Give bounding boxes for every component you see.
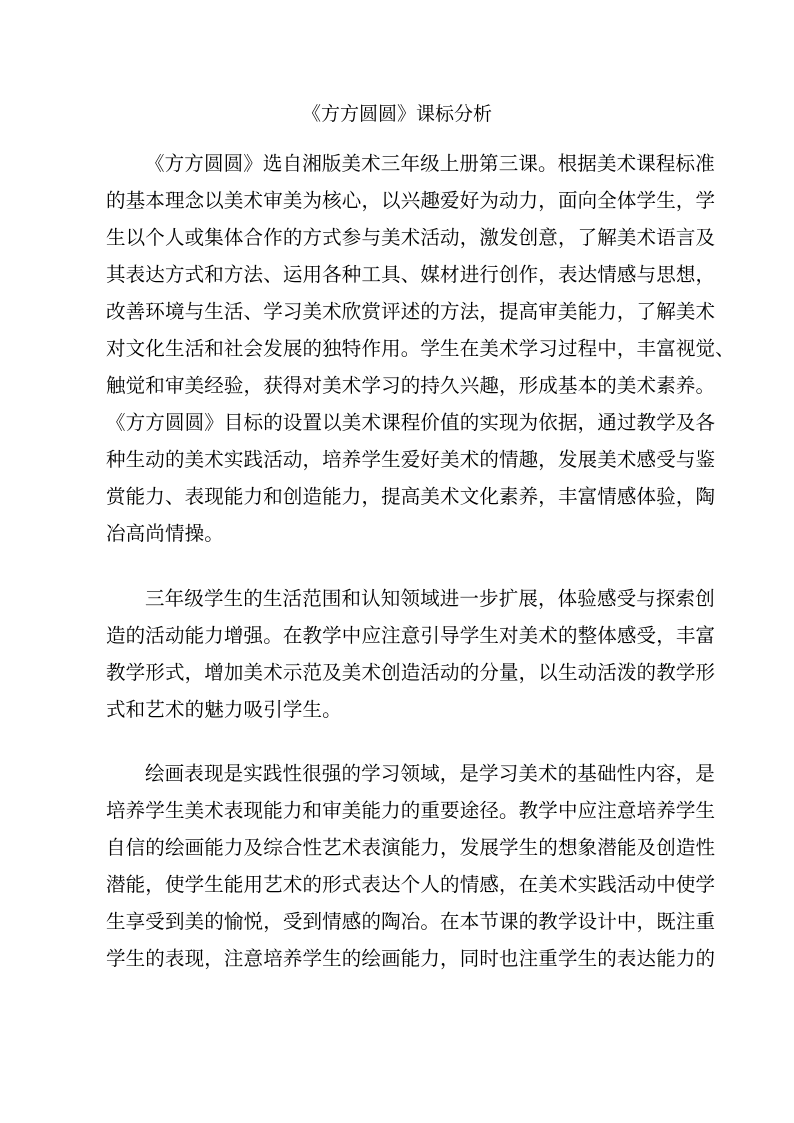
paragraph-2-line-2: 造的活动能力增强。在教学中应注意引导学生对美术的整体感受，丰富: [106, 624, 716, 647]
paragraph-1-line-10: 赏能力、表现能力和创造能力，提高美术文化素养，丰富情感体验，陶: [106, 485, 716, 508]
page-title: 《方方圆圆》课标分析: [301, 103, 492, 125]
paragraph-1-line-8: 《方方圆圆》目标的设置以美术课程价值的实现为依据，通过教学及各: [106, 411, 716, 434]
paragraph-2-line-1: 三年级学生的生活范围和认知领域进一步扩展，体验感受与探索创: [145, 587, 715, 610]
paragraph-3-line-2: 培养学生美术表现能力和审美能力的重要途径。教学中应注意培养学生: [106, 799, 716, 822]
paragraph-3-line-3: 自信的绘画能力及综合性艺术表演能力，发展学生的想象潜能及创造性: [106, 836, 716, 859]
paragraph-1-line-11: 冶高尚情操。: [106, 522, 224, 545]
paragraph-1-line-1: 《方方圆圆》选自湘版美术三年级上册第三课。根据美术课程标准: [145, 152, 715, 175]
paragraph-1-line-7: 触觉和审美经验，获得对美术学习的持久兴趣，形成基本的美术素养。: [106, 374, 716, 397]
paragraph-1-line-9: 种生动的美术实践活动，培养学生爱好美术的情趣，发展美术感受与鉴: [106, 448, 716, 471]
paragraph-3-line-6: 学生的表现，注意培养学生的绘画能力，同时也注重学生的表达能力的: [106, 947, 716, 970]
paragraph-1-line-5: 改善环境与生活、学习美术欣赏评述的方法，提高审美能力，了解美术: [106, 300, 716, 323]
paragraph-3-line-5: 生享受到美的愉悦，受到情感的陶冶。在本节课的教学设计中，既注重: [106, 910, 716, 933]
paragraph-2-line-4: 式和艺术的魅力吸引学生。: [106, 698, 342, 721]
paragraph-3-line-4: 潜能，使学生能用艺术的形式表达个人的情感，在美术实践活动中使学: [106, 873, 716, 896]
paragraph-1-line-2: 的基本理念以美术审美为核心，以兴趣爱好为动力，面向全体学生，学: [106, 189, 716, 212]
paragraph-3-line-1: 绘画表现是实践性很强的学习领域，是学习美术的基础性内容，是: [145, 762, 715, 785]
paragraph-1-line-3: 生以个人或集体合作的方式参与美术活动，激发创意，了解美术语言及: [106, 226, 716, 249]
paragraph-1-line-4: 其表达方式和方法、运用各种工具、媒材进行创作，表达情感与思想，: [106, 263, 716, 286]
paragraph-2-line-3: 教学形式，增加美术示范及美术创造活动的分量，以生动活泼的教学形: [106, 661, 716, 684]
paragraph-1-line-6: 对文化生活和社会发展的独特作用。学生在美术学习过程中，丰富视觉、: [106, 337, 735, 360]
